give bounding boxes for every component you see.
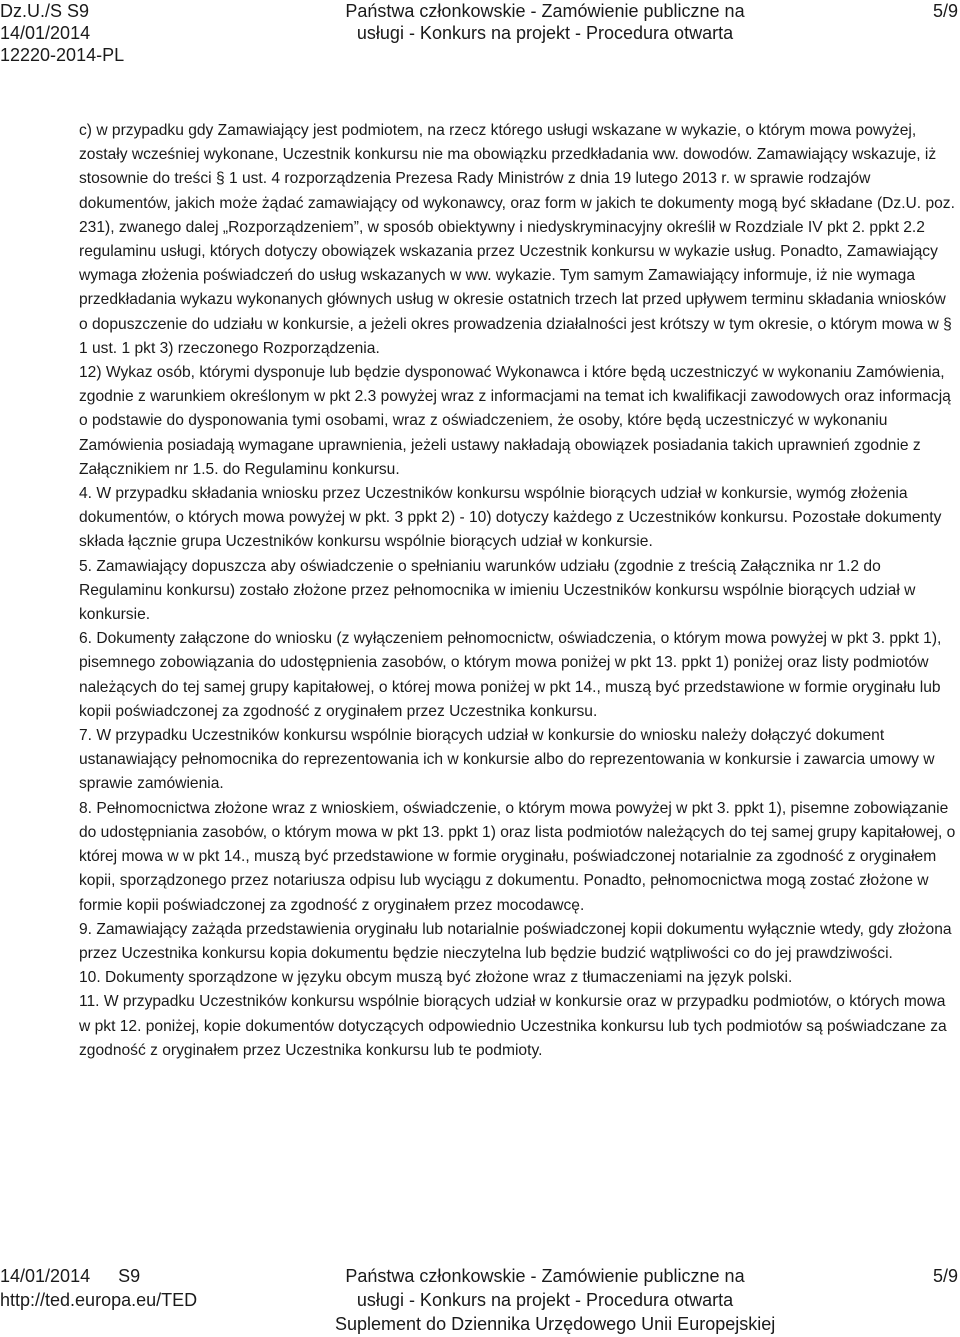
header-notice-type <box>335 0 755 44</box>
footer-date-line <box>0 1265 197 1289</box>
footer-page-number <box>933 1265 958 1289</box>
paragraph: 4. W przypadku składania wniosku przez Uczestników konkursu wspólnie biorących udział w konkursie, wymóg złożenia dokumentów, o których mowa powyżej w pkt. 3 ppkt 2) - 10) dotyczy każdego z Uczestników konkursu. Pozostałe dokumenty składa łącznie grupa Uczestników konkursu wspólnie biorących udział w konkursie. <box>79 485 942 551</box>
footer-supplement: Suplement do Dziennika Urzędowego Unii Europejskiej <box>335 1314 776 1334</box>
paragraph: 8. Pełnomocnictwa złożone wraz z wnioskiem, oświadczenie, o którym mowa powyżej w pkt 3. ppkt 1), pisemne zobowiązanie do udostępniania zasobów, o którym mowa w pkt 13. ppkt 1) oraz lista podmiotów należących do tej samej grupy kapitałowej, o której mowa w w pkt 14., muszą być przedstawione w formie oryginału, poświadczonej notarialnie za zgodność z oryginałem kopii, sporządzonego przez notariusza odpisu lub wyciągu z dokumentu. Ponadto, pełnomocnictwa mogą zostać złożone w formie kopii poświadczonej za zgodność z oryginałem przez mocodawcę. <box>79 799 956 914</box>
notice-type-line-2: usługi - Konkurs na projekt - Procedura otwarta <box>356 23 734 43</box>
publication-date: 14/01/2014 <box>0 23 91 43</box>
footer-notice-type <box>335 1265 776 1337</box>
paragraph: 5. Zamawiający dopuszcza aby oświadczenie o spełnianiu warunków udziału (zgodnie z treścią Załącznika nr 1.2 do Regulaminu konkursu) zostało złożone przez pełnomocnika w imieniu Uczestników konkursu wspólnie biorących udział w konkursie. <box>79 557 916 624</box>
notice-number: 12220-2014-PL <box>0 45 125 65</box>
paragraph: 9. Zamawiający zażąda przedstawienia oryginału lub notarialnie poświadczonej kopii dokumentu wyłącznie wtedy, gdy złożona przez Uczestnika konkursu kopia dokumentu będzie nieczytelna lub będzie budzić wątpliwości co do jej prawdziwości. <box>79 920 952 962</box>
footer-date: 14/01/2014 <box>0 1266 91 1286</box>
paragraph: 10. Dokumenty sporządzone w języku obcym muszą być złożone wraz z tłumaczeniami na język polski. <box>79 969 793 987</box>
header-page-number <box>933 0 958 22</box>
journal-reference: Dz.U./S S9 <box>0 1 90 21</box>
paragraph: c) w przypadku gdy Zamawiający jest podmiotem, na rzecz którego usługi wskazane w wykazie, o którym mowa powyżej, zostały wcześniej wykonane, Uczestnik konkursu nie ma obowiązku przedkładania ww. dowodów. Zamawiający wskazuje, iż stosownie do treści § 1 ust. 4 rozporządzenia Prezesa Rady Ministrów z dnia 19 lutego 2013 r. w sprawie rodzajów dokumentów, jakich może żądać zamawiający od wykonawcy, oraz form w jakich te dokumenty mogą być składane (Dz.U. poz. 231), zwanego dalej „Rozporządzeniem”, w sposób obiektywny i niedyskryminacyjny określił w Rozdziale IV pkt 2. ppkt 2.2 regulaminu usługi, których dotyczy obowiązek wskazania przez Uczestnik konkursu w wykazie usług. Ponadto, Zamawiający wymaga złożenia poświadczeń do usług wskazanych w ww. wykazie. Tym samym Zamawiający informuje, iż nie wymaga przedkładania wykazu wykonanych głównych usług w okresie ostatnich trzech lat przed upływem terminu składania wniosków o dopuszczenie do udziału w konkursie, a jeżeli okres prowadzenia działalności jest krótszy w tym okresie, o którym mowa w § 1 ust. 1 pkt 3) rzeczonego Rozporządzenia. <box>79 122 955 357</box>
footer-notice-line-2: usługi - Konkurs na projekt - Procedura otwarta <box>356 1290 734 1310</box>
paragraph: 12) Wykaz osób, którymi dysponuje lub będzie dysponować Wykonawca i które będą uczestniczyć w wykonaniu Zamówienia, zgodnie z warunkiem określonym w pkt 2.3 powyżej wraz z informacjami na temat ich kwalifikacji zawodowych oraz informacją o podstawie do dysponowania tymi osobami, wraz z oświadczeniem, że osoby, które będą uczestniczyć w wykonaniu Zamówienia posiadają wymagane uprawnienia, jeżeli ustawy nakładają obowiązek posiadania takich uprawnień zgodnie z Załącznikiem nr 1.5. do Regulaminu konkursu. <box>79 364 951 478</box>
footer-reference <box>0 1265 197 1313</box>
header-reference <box>0 0 124 66</box>
notice-type-line-1: Państwa członkowskie - Zamówienie publiczne na <box>345 1 745 21</box>
page-number: 5/9 <box>932 1 958 21</box>
page-number: 5/9 <box>932 1266 958 1286</box>
footer-url: http://ted.europa.eu/TED <box>0 1290 198 1310</box>
footer-code: S9 <box>118 1266 141 1286</box>
paragraph: 11. W przypadku Uczestników konkursu wspólnie biorących udział w konkursie oraz w przypadku podmiotów, o których mowa w pkt 12. poniżej, kopie dokumentów dotyczących odpowiednio Uczestnika konkursu lub tych podmiotów są poświadczane za zgodność z oryginałem przez Uczestnika konkursu lub te podmioty. <box>79 993 947 1059</box>
paragraph: 7. W przypadku Uczestników konkursu wspólnie biorących udział w konkursie do wniosku należy dołączyć dokument ustanawiający pełnomocnika do reprezentowania ich w konkursie albo do reprezentowania w konkursie i zawarcia umowy w sprawie zamówienia. <box>79 727 935 793</box>
document-body <box>79 119 957 1063</box>
footer-notice-line-1: Państwa członkowskie - Zamówienie publiczne na <box>345 1266 745 1286</box>
paragraph: 6. Dokumenty załączone do wniosku (z wyłączeniem pełnomocnictw, oświadczenia, o którym mowa powyżej w pkt 3. ppkt 1), pisemnego zobowiązania do udostępnienia zasobów, o którym mowa poniżej w pkt 13. ppkt 1) poniżej oraz listy podmiotów należących do tej samej grupy kapitałowej, o której mowa poniżej w pkt 14., muszą być przedstawione w formie oryginału lub kopii poświadczonej za zgodność z oryginałem przez Uczestnika konkursu. <box>79 630 942 720</box>
